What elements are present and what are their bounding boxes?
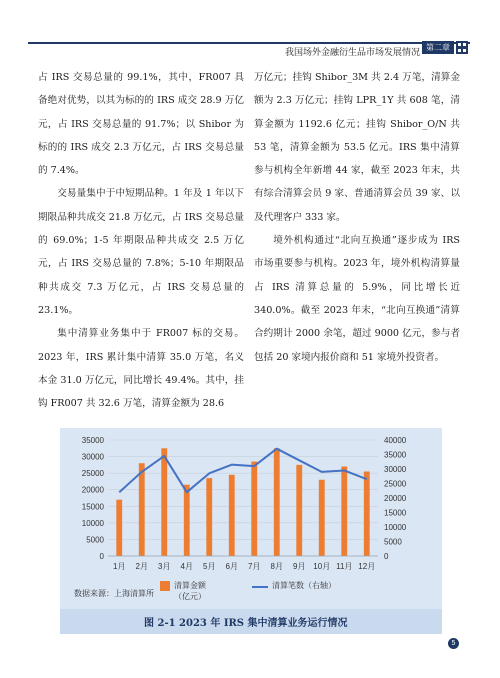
bar [296, 465, 302, 556]
paragraph: 万亿元；挂钩 Shibor_3M 共 2.4 万笔，清算金额为 2.3 万亿元；挂钩 LPR_1Y 共 608 笔，清算金额为 1192.6 亿元；挂钩 Shibor_O/N 共 53 笔，清算金额为 53.5 亿元。IRS 集中清算参与机构全年新增 44 家，截至 2023 年末，共有综合清算会员 9 家、普通清算会员 39 家、以及代理客户 333 家。 [254, 72, 460, 223]
x-tick-label: 9月 [293, 562, 306, 571]
y-right-tick-label: 20000 [384, 494, 407, 503]
y-right-tick-label: 35000 [384, 450, 407, 460]
x-tick-label: 7月 [248, 562, 261, 571]
bar [274, 448, 280, 556]
y-left-tick-label: 35000 [81, 436, 104, 445]
x-tick-label: 3月 [158, 562, 171, 571]
legend-bar-label: 清算金额 （亿元） [174, 581, 206, 601]
x-tick-label: 8月 [270, 562, 283, 571]
series-line [119, 449, 367, 493]
x-tick-label: 1月 [113, 562, 126, 571]
legend-line-entry [252, 580, 336, 591]
paragraph: 占 IRS 交易总量的 99.1%，其中，FR007 具备绝对优势，以其为标的的 IRS 成交 28.9 万亿元，占 IRS 交易总量的 91.7%；以 Shibor 为标的的 IRS 成交 2.3 万亿元，占 IRS 交易总量的 7.4%。 [38, 72, 244, 177]
bar [364, 471, 370, 556]
y-left-tick-label: 25000 [81, 469, 104, 479]
running-header: 我国场外金融衍生品市场发展情况 [284, 48, 420, 58]
source-note: 数据来源：上海清算所 [74, 589, 154, 598]
header-rule [28, 42, 470, 44]
chapter-grid-icon [456, 41, 468, 54]
left-column [38, 66, 244, 415]
paragraph: 境外机构通过“北向互换通”逐步成为 IRS 市场重要参与机构。2023 年，境外机构清算量占 IRS 清算总量的 5.9%，同比增长近 340.0%。截至 2023 年末，“北向互换通”清算合约期计 2000 余笔，超过 9000 亿元，参与者包括 20 家境内报价商和 51 家境外投资者。 [254, 235, 460, 363]
x-tick-label: 11月 [336, 562, 353, 571]
legend-line-swatch [252, 586, 268, 588]
page-number: 5 [448, 638, 459, 649]
bar [206, 478, 212, 556]
bar [251, 462, 257, 556]
y-right-tick-label: 5000 [384, 537, 402, 547]
chart-panel [60, 428, 442, 634]
y-right-tick-label: 0 [384, 552, 389, 561]
figure-caption [60, 609, 442, 634]
y-right-tick-label: 25000 [384, 479, 407, 489]
x-tick-label: 12月 [358, 562, 376, 571]
bar [319, 480, 325, 556]
bar [161, 448, 167, 556]
y-right-tick-label: 10000 [384, 523, 407, 532]
bar [139, 463, 145, 556]
y-right-tick-label: 15000 [384, 508, 407, 518]
paragraph: 集中清算业务集中于 FR007 标的交易。2023 年，IRS 累计集中清算 35.0 万笔，名义本金 31.0 万亿元，同比增长 49.4%。其中，挂钩 FR007 共 32.6 万笔，清算金额为 28.6 [38, 328, 244, 410]
right-column [254, 66, 460, 369]
x-tick-label: 6月 [225, 562, 238, 571]
x-tick-label: 4月 [180, 562, 193, 571]
x-tick-label: 10月 [313, 562, 331, 571]
legend-bar-swatch [160, 581, 170, 591]
paragraph: 交易量集中于中短期品种。1 年及 1 年以下期限品种共成交 21.8 万亿元，占 IRS 交易总量的 69.0%；1-5 年期限品种共成交 2.5 万亿元，占 IRS 交易总量的 7.8%；5-10 年期限品种共成交 7.3 万亿元，占 IRS 交易总量的 23.1%。 [38, 188, 244, 316]
legend-bar-entry [160, 580, 206, 602]
legend-line-label: 清算笔数（右轴） [272, 581, 336, 590]
y-left-tick-label: 10000 [81, 518, 104, 528]
bar [116, 500, 122, 556]
y-left-tick-label: 15000 [81, 502, 104, 512]
bar [341, 467, 347, 556]
y-left-tick-label: 20000 [81, 485, 104, 495]
y-left-tick-label: 30000 [81, 452, 104, 462]
figure-caption-text: 图 2-1 2023 年 IRS 集中清算业务运行情况 [144, 618, 348, 629]
y-right-tick-label: 30000 [384, 465, 407, 474]
y-left-tick-label: 0 [99, 552, 104, 561]
clearing-chart [60, 428, 442, 634]
y-left-tick-label: 5000 [86, 535, 104, 545]
chapter-badge: 第二章 [422, 41, 454, 54]
bar [229, 475, 235, 556]
x-tick-label: 5月 [203, 562, 216, 571]
x-tick-label: 2月 [135, 562, 148, 571]
y-right-tick-label: 40000 [384, 436, 407, 445]
bar [184, 485, 190, 556]
